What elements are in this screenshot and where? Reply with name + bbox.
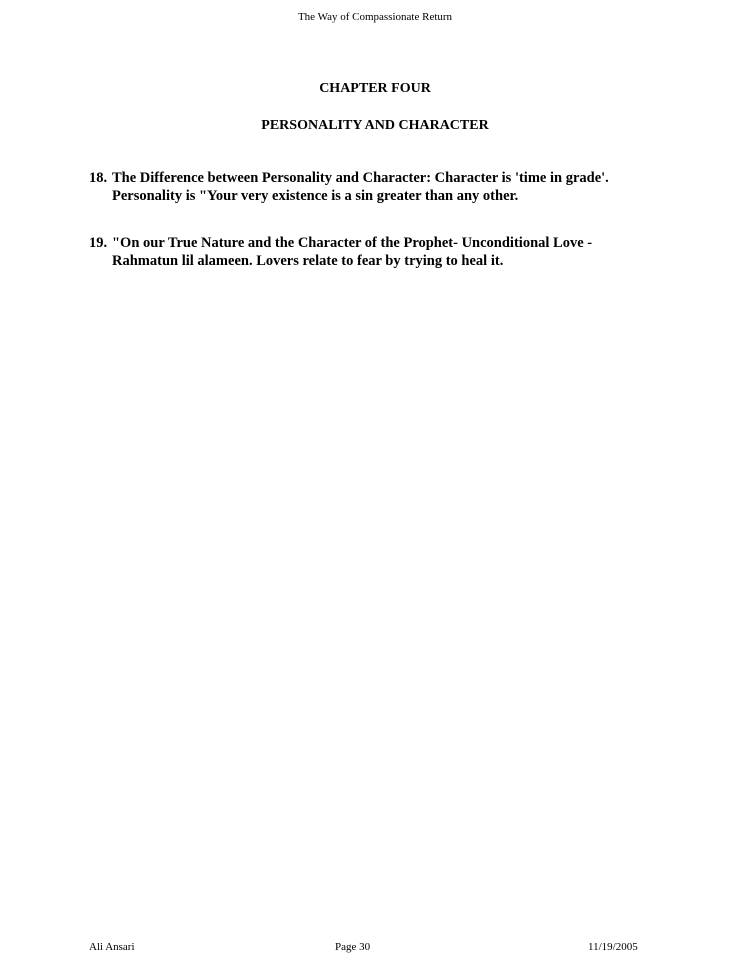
item-line: Rahmatun lil alameen. Lovers relate to fear by trying to heal it. <box>112 253 504 269</box>
chapter-title: PERSONALITY AND CHARACTER <box>261 118 489 133</box>
list-item <box>89 234 669 270</box>
item-line: Personality is "Your very existence is a sin greater than any other. <box>112 188 519 204</box>
chapter-number: CHAPTER FOUR <box>319 81 431 96</box>
list-item <box>89 169 669 205</box>
running-header: The Way of Compassionate Return <box>297 11 453 23</box>
item-number: 18. <box>89 170 108 186</box>
footer-author: Ali Ansari <box>89 941 135 953</box>
footer-date: 11/19/2005 <box>588 941 638 953</box>
footer-page-number: Page 30 <box>335 941 371 953</box>
item-line: "On our True Nature and the Character of the Prophet- Unconditional Love - <box>112 235 593 251</box>
item-number: 19. <box>89 235 108 251</box>
item-line: The Difference between Personality and Character: Character is 'time in grade'. <box>112 170 609 186</box>
